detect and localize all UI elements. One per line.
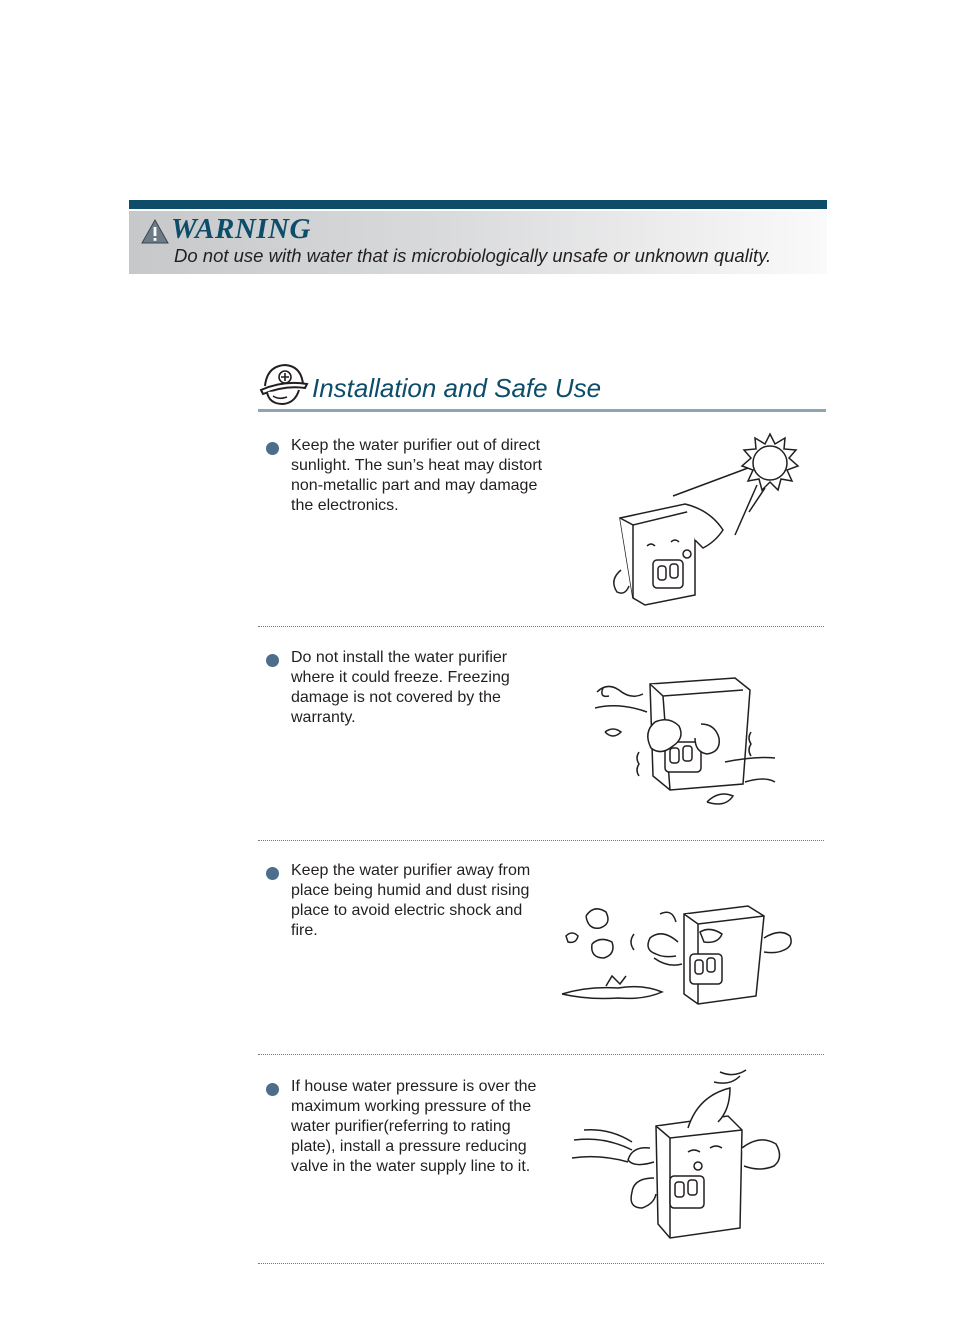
item-text: Do not install the water purifier where it could freeze. Freezing damage is not covered by the warranty. <box>291 649 510 726</box>
divider <box>258 840 824 841</box>
water-pressure-illustration <box>570 1068 792 1246</box>
warning-triangle-icon <box>141 219 169 244</box>
item-text: Keep the water purifier out of direct sunlight. The sun’s heat may distort non-metallic part and may damage the electronics. <box>291 437 543 514</box>
safety-helmet-icon <box>259 360 309 408</box>
warning-top-bar <box>129 200 827 209</box>
divider <box>258 1263 824 1264</box>
divider <box>258 626 824 627</box>
item-text: Keep the water purifier away from place being humid and dust rising place to avoid electric shock and fire. <box>291 862 531 939</box>
section-title: Installation and Safe Use <box>312 373 602 403</box>
item-text: If house water pressure is over the maximum working pressure of the water purifier(referring to rating plate), install a pressure reducing valve in the water supply line to it. <box>291 1078 537 1175</box>
bullet-icon <box>266 442 279 455</box>
warning-text: Do not use with water that is microbiologically unsafe or unknown quality. <box>174 245 772 266</box>
bullet-icon <box>266 654 279 667</box>
freezing-illustration <box>595 672 780 820</box>
section-rule <box>258 409 826 412</box>
bullet-icon <box>266 867 279 880</box>
humidity-dust-illustration <box>558 898 798 1013</box>
divider <box>258 1054 824 1055</box>
bullet-icon <box>266 1083 279 1096</box>
warning-title: WARNING <box>171 213 311 245</box>
sunlight-illustration <box>605 430 810 610</box>
